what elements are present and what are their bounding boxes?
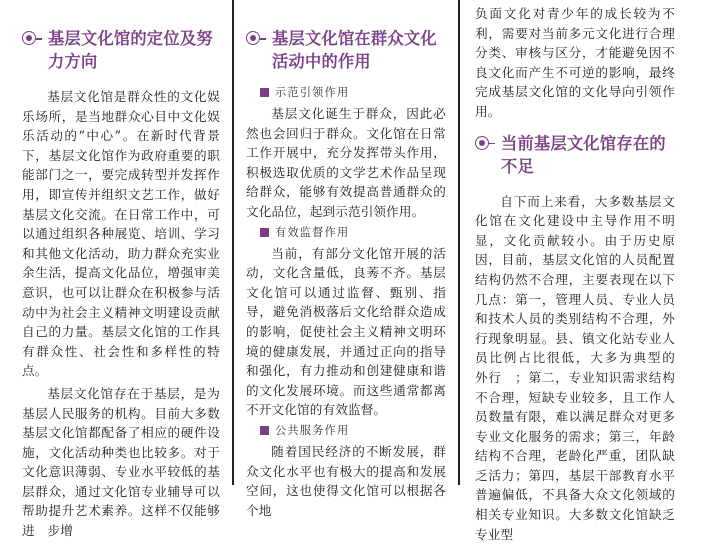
square-marker-icon — [260, 228, 269, 237]
body-paragraph: 自下而上来看，大多数基层文化馆在文化建设中主导作用不明显，文化贡献较小。由于历史原因，目前，基层文化馆的人员配置结构仍然不合理，主要表现在以下几点：第一，管理人员、专业人员和技术人员的类别结构不合理，外行现象明显。县、镇文化站专业人员比例占比很低，大多为典型的 外行 ；第二，专业知识需求结构不合理，短缺专业较多，且工作人员数量有限，难以满足群众对更多专业文化服务的需求；第三，年龄结构不合理，老龄化严重，团队缺乏活力；第四，基层干部教育水平普遍偏低，不具备大众文化领域的相关专业知识。大多数文化馆缺乏专业型 — [475, 193, 688, 542]
heading-text: 当前基层文化馆存在的不足 — [501, 133, 666, 176]
section-heading — [475, 132, 675, 178]
subsection-label: 有效监督作用 — [275, 225, 350, 239]
bullet-tail — [489, 143, 495, 145]
body-paragraph: 负面文化对青少年的成长较为不利，需要对当前多元文化进行合理分类、审核与区分，才能避免因不良文化而产生不可逆的影响，最终完成基层文化馆的文化导向引领作用。 — [475, 6, 675, 119]
subsection-label: 示范引领作用 — [275, 86, 350, 99]
subsection-heading — [246, 223, 446, 243]
column-left — [22, 0, 220, 539]
body-paragraph: 随着国民经济的不断发展，群众文化水平也有极大的提高和发展空间，这也使得文化馆可以根据各个地 — [246, 443, 446, 518]
column-right — [475, 0, 688, 542]
subsection-heading — [246, 421, 446, 441]
body-paragraph: 当前，有部分文化馆开展的活动，文化含量低，良莠不齐。基层文化馆可以通过监督、甄别、指导，避免消极落后文化给群众造成的影响，促使社会主义精神文明环境的健康发展，并通过正向的指导和强化，有力推动和创建健康和谐的文化发展环境。而这些通常都离不开文化馆的有效监督。 — [246, 245, 446, 418]
column-divider — [232, 0, 234, 485]
square-marker-icon — [260, 426, 269, 435]
target-bullet-icon — [22, 31, 37, 46]
bullet-tail — [36, 38, 42, 40]
subsection-heading — [246, 83, 446, 103]
column-middle — [246, 0, 446, 518]
section-heading — [22, 27, 220, 73]
heading-text: 基层文化馆在群众文化活动中的作用 — [272, 29, 437, 71]
body-paragraph: 基层文化诞生于群众，因此必然也会回归于群众。文化馆在日常工作开展中，充分发挥带头作用，积极选取优质的文学艺术作品呈现给群众，能够有效提高普通群众的文化品位，起到示范引领作用。 — [246, 106, 446, 219]
bullet-tail — [260, 38, 266, 40]
body-paragraph: 基层文化馆存在于基层，是为基层人民服务的机构。目前大多数基层文化馆都配备了相应的硬件设施，文化活动种类也比较多。对于文化意识薄弱、专业水平较低的基层群众，通过文化馆专业辅导可以帮助提升艺术素养。这样不仅能够进 步增 — [22, 385, 220, 539]
target-bullet-icon — [475, 136, 490, 151]
target-bullet-icon — [246, 31, 261, 46]
subsection-label: 公共服务作用 — [275, 423, 350, 437]
column-divider — [458, 0, 460, 485]
section-heading — [246, 27, 446, 73]
heading-text: 基层文化馆的定位及努力方向 — [48, 29, 213, 71]
square-marker-icon — [260, 88, 269, 97]
body-paragraph: 基层文化馆是群众性的文化娱乐场所，是当地群众心目中文化娱乐活动的“中心”。在新时代背景下，基层文化馆作为政府重要的职能部门之一，要完成转型并发挥作用，即宣传并组织文艺工作，做好基层文化交流。在日常工作中，可以通过组织各种展览、培训、学习和其他文化活动，助力群众充实业余生活，提高文化品位，增强审美意识，也可以让群众在积极参与活动中为社会主义精神文明建设贡献自己的力量。基层文化馆的工作具有群众性、社会性和多样性的特点。 — [22, 89, 220, 379]
